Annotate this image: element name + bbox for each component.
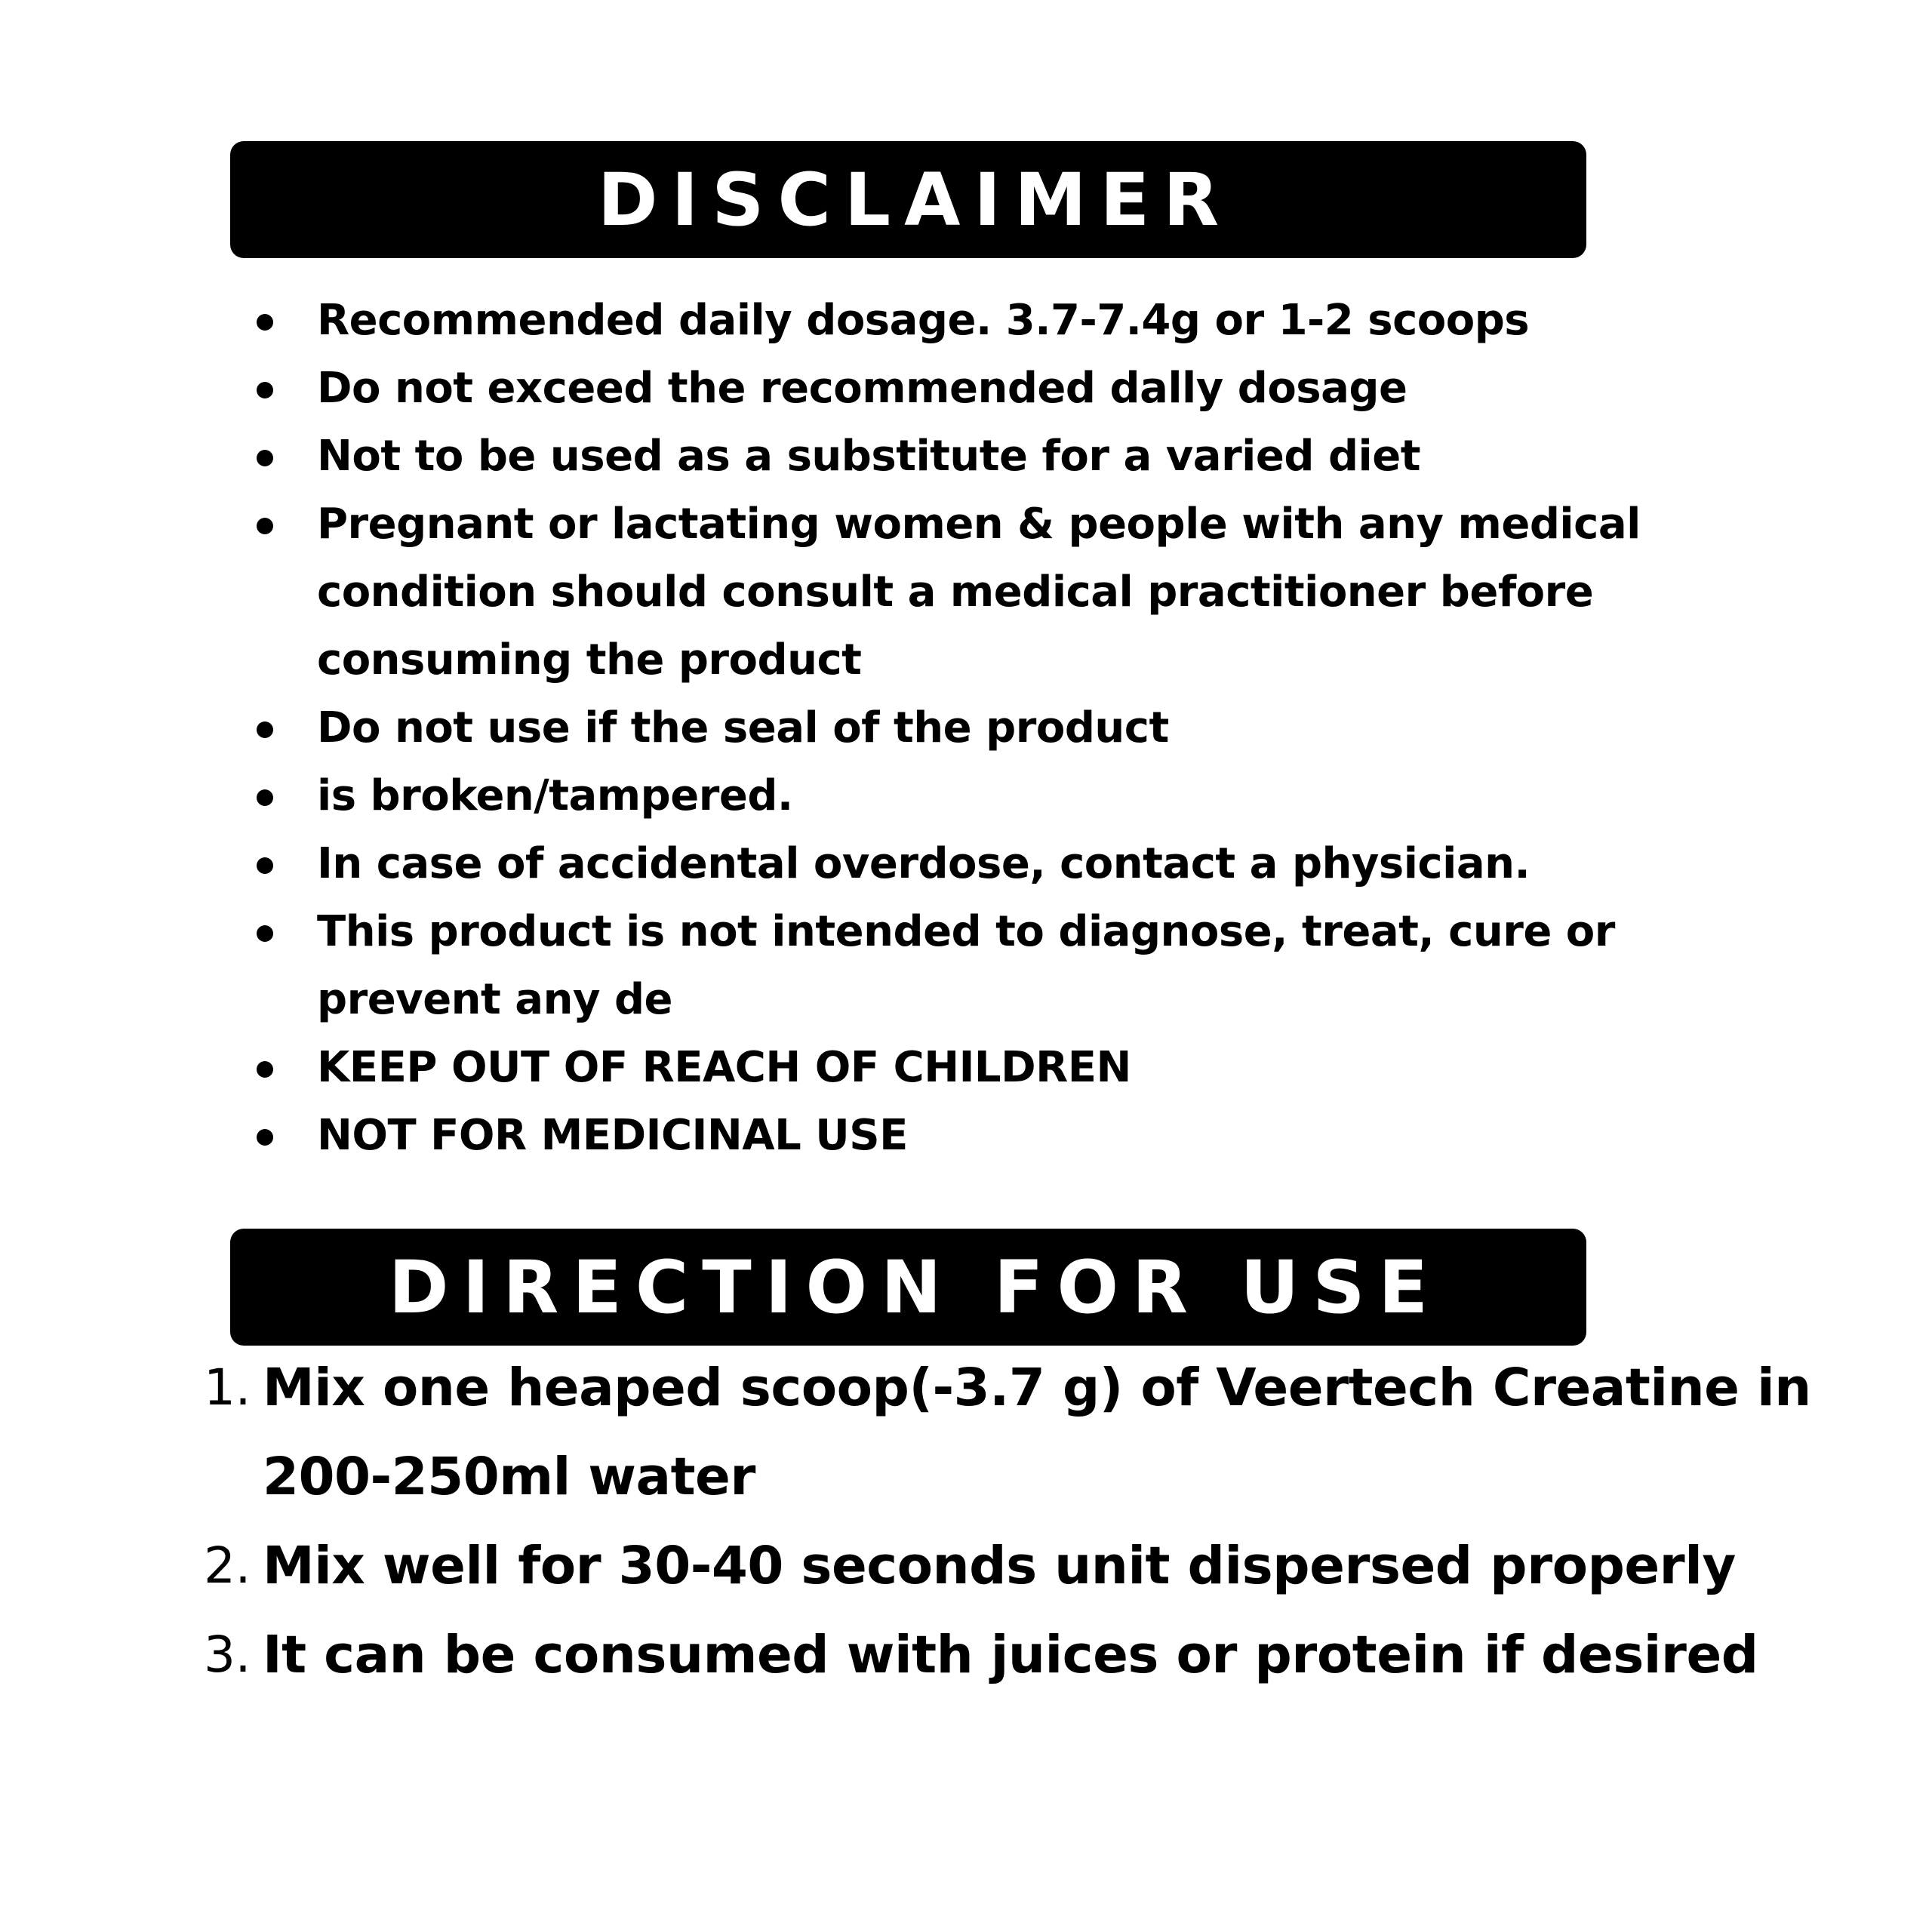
list-number: 1. — [204, 1358, 251, 1417]
disclaimer-item-text: Not to be used as a substitute for a varied diet — [317, 432, 1420, 481]
disclaimer-list — [242, 287, 1751, 1170]
bullet-icon — [257, 1061, 273, 1078]
list-item — [242, 1034, 1751, 1102]
bullet-icon — [257, 721, 273, 738]
disclaimer-item-text: NOT FOR MEDICINAL USE — [317, 1111, 908, 1160]
disclaimer-title: DISCLAIMER — [597, 157, 1233, 242]
disclaimer-item-text: Do not use if the seal of the product — [317, 703, 1169, 752]
disclaimer-item-text: Do not exceed the recommended dally dosage — [317, 364, 1407, 413]
bullet-icon — [257, 450, 273, 466]
bullet-icon — [257, 314, 273, 331]
list-number: 3. — [204, 1626, 251, 1684]
direction-title: DIRECTION FOR USE — [388, 1244, 1442, 1330]
bullet-icon — [257, 1129, 273, 1146]
list-item — [242, 355, 1751, 423]
direction-header-banner — [230, 1229, 1586, 1346]
direction-item-text: Mix well for 30-40 seconds unit dispersed properly — [263, 1536, 1736, 1596]
list-item — [204, 1521, 1864, 1611]
list-item — [242, 830, 1751, 898]
disclaimer-item-text: is broken/tampered. — [317, 771, 793, 820]
disclaimer-item-text: In case of accidental overdose, contact a physician. — [317, 839, 1531, 888]
list-item — [242, 898, 1751, 1034]
direction-item-text: It can be consumed with juices or protein if desired — [263, 1625, 1758, 1685]
disclaimer-item-text: This product is not intended to diagnose, treat, cure or prevent any de — [317, 907, 1615, 1024]
list-item — [242, 1102, 1751, 1170]
list-item — [242, 694, 1751, 762]
list-number: 2. — [204, 1537, 251, 1595]
disclaimer-item-text: KEEP OUT OF REACH OF CHILDREN — [317, 1043, 1131, 1092]
direction-item-text: Mix one heaped scoop(-3.7 g) of Veertech Creatine in 200-250ml water — [263, 1358, 1811, 1507]
direction-list — [204, 1343, 1864, 1700]
bullet-icon — [257, 857, 273, 874]
list-item — [242, 491, 1751, 694]
disclaimer-item-text: Recommended daily dosage. 3.7-7.4g or 1-2 scoops — [317, 296, 1530, 345]
disclaimer-header-banner — [230, 141, 1586, 258]
bullet-icon — [257, 925, 273, 942]
list-item — [242, 762, 1751, 830]
disclaimer-item-text: Pregnant or lactating women & people with any medical condition should consult a medical practitioner before consuming the product — [317, 500, 1641, 685]
list-item — [242, 287, 1751, 355]
list-item — [204, 1611, 1864, 1700]
bullet-icon — [257, 518, 273, 534]
list-item — [204, 1343, 1864, 1521]
bullet-icon — [257, 382, 273, 398]
list-item — [242, 423, 1751, 491]
bullet-icon — [257, 789, 273, 806]
